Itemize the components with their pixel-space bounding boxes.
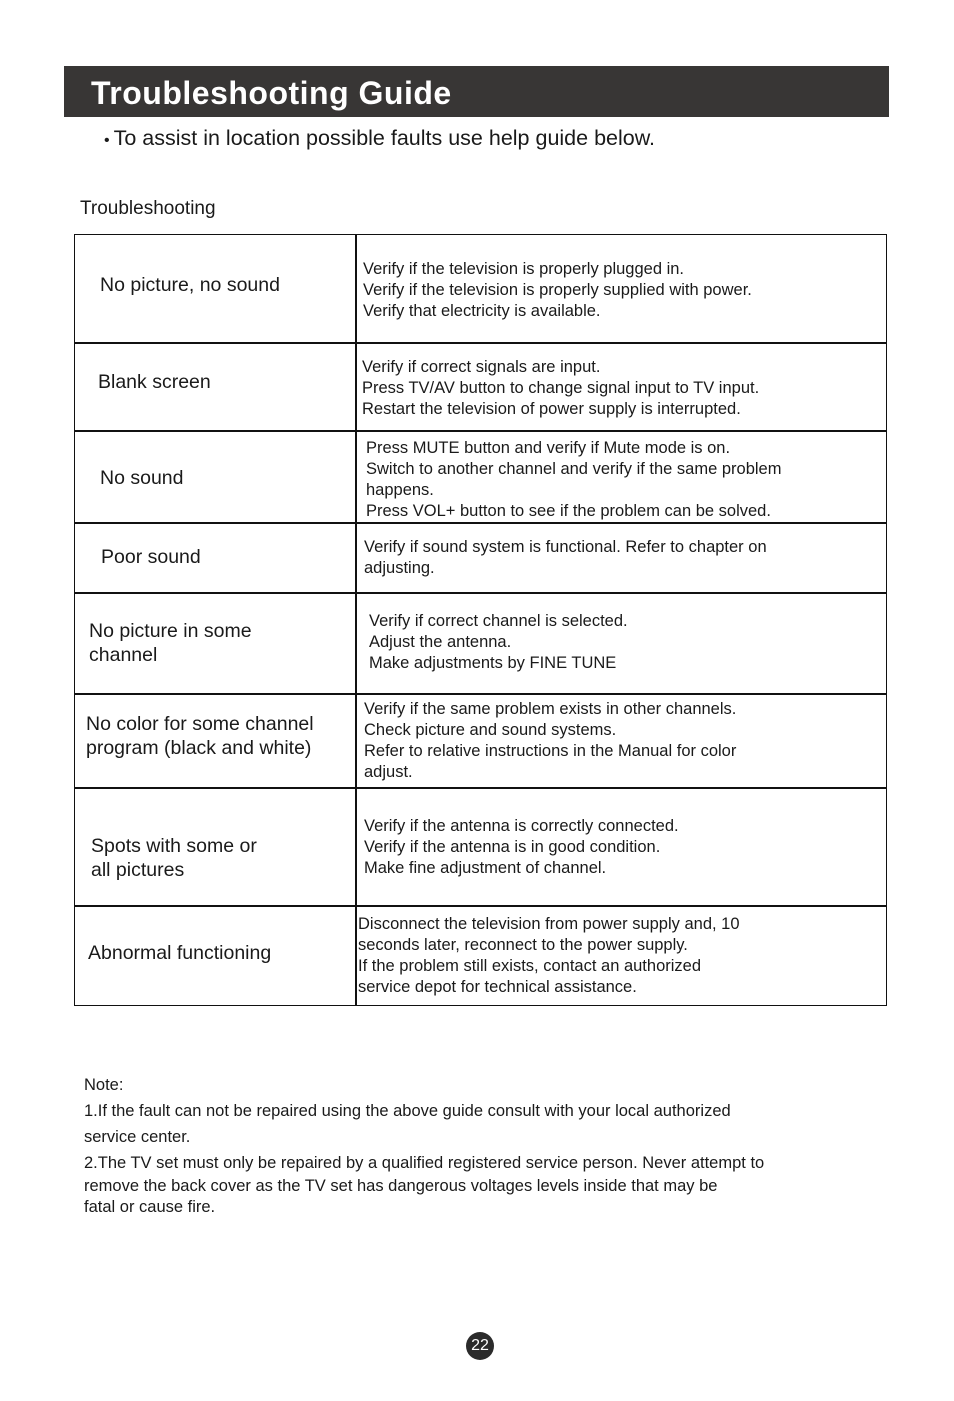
problem-cell: No picture, no sound (100, 274, 280, 296)
solution-cell: Verify if the television is properly plugged in. Verify if the television is properly supplied with power. Verify that electricity is available. (363, 260, 752, 320)
problem-cell: Abnormal functioning (88, 942, 272, 964)
note-line: 1.If the fault can not be repaired using the above guide consult with your local authorized (84, 1102, 731, 1120)
solution-cell: Verify if the same problem exists in other channels. Check picture and sound systems. Refer to relative instructions in the Manual for color adjust. (364, 700, 737, 781)
bullet: • (104, 132, 110, 149)
problem-cell: Spots with some or all pictures (91, 835, 257, 881)
page-number-badge: 22 (466, 1332, 494, 1360)
table-row-divider (74, 693, 887, 695)
page-title: Troubleshooting Guide (91, 75, 452, 111)
solution-cell: Verify if sound system is functional. Refer to chapter on adjusting. (364, 538, 767, 577)
note-line: service center. (84, 1128, 191, 1146)
table-row-divider (74, 342, 887, 344)
solution-cell: Press MUTE button and verify if Mute mode is on. Switch to another channel and verify if the same problem happens. Press VOL+ button to see if the problem can be solved. (366, 439, 782, 520)
problem-cell: Poor sound (101, 546, 201, 568)
note-block (84, 1072, 884, 1218)
problem-cell: No sound (100, 467, 184, 489)
intro-line (104, 124, 655, 155)
note-line: fatal or cause fire. (84, 1198, 216, 1216)
solution-cell: Verify if correct signals are input. Press TV/AV button to change signal input to TV input. Restart the television of power supply is interrupted. (362, 358, 760, 418)
problem-cell: Blank screen (98, 371, 211, 393)
table-row-divider (74, 522, 887, 524)
table-row-divider (74, 787, 887, 789)
table-row-divider (74, 592, 887, 594)
table-row-divider (74, 905, 887, 907)
note-heading: Note: (84, 1076, 124, 1094)
solution-cell: Verify if the antenna is correctly connected. Verify if the antenna is in good condition. Make fine adjustment of channel. (364, 817, 679, 877)
note-line: remove the back cover as the TV set has dangerous voltages levels inside that may be (84, 1177, 718, 1195)
note-line: 2.The TV set must only be repaired by a qualified registered service person. Never attempt to (84, 1154, 765, 1172)
title-bar (64, 66, 889, 117)
section-label: Troubleshooting (80, 198, 216, 219)
problem-cell: No color for some channel program (black and white) (86, 713, 314, 759)
solution-cell: Disconnect the television from power supply and, 10 seconds later, reconnect to the power supply. If the problem still exists, contact an authorized service depot for technical assistance. (358, 915, 740, 996)
table-column-divider (355, 234, 357, 1006)
problem-cell: No picture in some channel (89, 620, 252, 666)
solution-cell: Verify if correct channel is selected. Adjust the antenna. Make adjustments by FINE TUNE (369, 612, 628, 672)
intro-text: To assist in location possible faults use help guide below. (113, 126, 656, 150)
table-row-divider (74, 430, 887, 432)
